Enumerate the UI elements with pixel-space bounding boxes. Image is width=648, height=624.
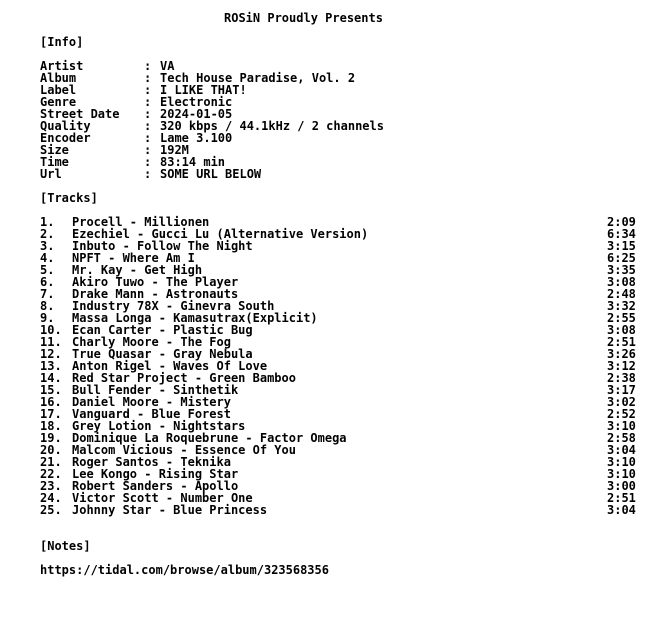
- track-duration: 3:10: [607, 455, 636, 469]
- track-number: 11.: [40, 335, 62, 349]
- track-duration: 3:15: [607, 239, 636, 253]
- info-value: 83:14 min: [160, 155, 226, 169]
- info-key: Quality: [40, 119, 91, 133]
- track-number: 17.: [40, 407, 62, 421]
- release-title: ROSiN Proudly Presents: [224, 11, 383, 25]
- track-duration: 2:55: [607, 311, 636, 325]
- track-duration: 2:51: [607, 335, 636, 349]
- track-title: Lee Kongo - Rising Star: [72, 467, 239, 481]
- track-number: 9.: [40, 311, 55, 325]
- track-duration: 2:58: [607, 431, 636, 445]
- track-number: 7.: [40, 287, 55, 301]
- track-duration: 3:17: [607, 383, 636, 397]
- track-duration: 6:25: [607, 251, 636, 265]
- info-separator: :: [144, 167, 152, 181]
- track-number: 18.: [40, 419, 62, 433]
- track-duration: 3:08: [607, 323, 636, 337]
- info-separator: :: [144, 119, 152, 133]
- track-duration: 3:08: [607, 275, 636, 289]
- info-separator: :: [144, 107, 152, 121]
- track-duration: 3:04: [607, 503, 636, 517]
- track-number: 24.: [40, 491, 62, 505]
- track-title: Massa Longa - Kamasutrax(Explicit): [72, 311, 318, 325]
- info-key: Street Date: [40, 107, 120, 121]
- info-key: Url: [40, 167, 62, 181]
- track-duration: 2:48: [607, 287, 636, 301]
- track-title: Inbuto - Follow The Night: [72, 239, 253, 253]
- info-key: Size: [40, 143, 69, 157]
- info-value: 2024-01-05: [160, 107, 233, 121]
- info-value: VA: [160, 59, 175, 73]
- track-duration: 2:09: [607, 215, 636, 229]
- track-title: Industry 78X - Ginevra South: [72, 299, 275, 313]
- info-key: Time: [40, 155, 69, 169]
- track-title: Red Star Project - Green Bamboo: [72, 371, 296, 385]
- track-title: Bull Fender - Sinthetik: [72, 383, 239, 397]
- track-title: Charly Moore - The Fog: [72, 335, 231, 349]
- track-duration: 3:04: [607, 443, 636, 457]
- info-key: Label: [40, 83, 77, 97]
- track-title: Johnny Star - Blue Princess: [72, 503, 268, 517]
- track-duration: 3:10: [607, 467, 636, 481]
- track-duration: 2:51: [607, 491, 636, 505]
- info-value: Electronic: [160, 95, 233, 109]
- track-duration: 6:34: [607, 227, 636, 241]
- track-title: Dominique La Roquebrune - Factor Omega: [72, 431, 347, 445]
- track-number: 2.: [40, 227, 55, 241]
- track-duration: 3:26: [607, 347, 636, 361]
- info-separator: :: [144, 59, 152, 73]
- info-separator: :: [144, 155, 152, 169]
- info-value: 192M: [160, 143, 189, 157]
- track-duration: 3:02: [607, 395, 636, 409]
- track-duration: 2:38: [607, 371, 636, 385]
- track-duration: 3:10: [607, 419, 636, 433]
- track-number: 10.: [40, 323, 62, 337]
- track-title: Ecan Carter - Plastic Bug: [72, 323, 253, 337]
- track-number: 22.: [40, 467, 62, 481]
- track-number: 6.: [40, 275, 55, 289]
- track-title: Mr. Kay - Get High: [72, 263, 203, 277]
- track-title: Daniel Moore - Mistery: [72, 395, 231, 409]
- info-separator: :: [144, 95, 152, 109]
- info-value: I LIKE THAT!: [160, 83, 247, 97]
- track-title: True Quasar - Gray Nebula: [72, 347, 253, 361]
- info-value: Tech House Paradise, Vol. 2: [160, 71, 356, 85]
- info-key: Encoder: [40, 131, 91, 145]
- info-separator: :: [144, 131, 152, 145]
- track-duration: 3:12: [607, 359, 636, 373]
- track-title: NPFT - Where Am I: [72, 251, 195, 265]
- info-separator: :: [144, 71, 152, 85]
- track-title: Roger Santos - Teknika: [72, 455, 231, 469]
- track-number: 21.: [40, 455, 62, 469]
- track-number: 19.: [40, 431, 62, 445]
- track-number: 3.: [40, 239, 55, 253]
- info-key: Album: [40, 71, 77, 85]
- track-title: Robert Sanders - Apollo: [72, 479, 239, 493]
- track-number: 13.: [40, 359, 62, 373]
- track-number: 1.: [40, 215, 55, 229]
- info-separator: :: [144, 83, 152, 97]
- track-title: Victor Scott - Number One: [72, 491, 253, 505]
- track-number: 15.: [40, 383, 62, 397]
- track-title: Vanguard - Blue Forest: [72, 407, 231, 421]
- track-title: Akiro Tuwo - The Player: [72, 275, 239, 289]
- track-number: 5.: [40, 263, 55, 277]
- track-number: 20.: [40, 443, 62, 457]
- track-title: Drake Mann - Astronauts: [72, 287, 239, 301]
- info-key: Genre: [40, 95, 77, 109]
- track-title: Procell - Millionen: [72, 215, 210, 229]
- track-number: 16.: [40, 395, 62, 409]
- track-duration: 2:52: [607, 407, 636, 421]
- track-duration: 3:35: [607, 263, 636, 277]
- info-value: 320 kbps / 44.1kHz / 2 channels: [160, 119, 384, 133]
- notes-section-label: [Notes]: [40, 539, 91, 553]
- info-value: Lame 3.100: [160, 131, 233, 145]
- track-number: 8.: [40, 299, 55, 313]
- track-title: Malcom Vicious - Essence Of You: [72, 443, 296, 457]
- track-title: Grey Lotion - Nightstars: [72, 419, 246, 433]
- track-duration: 3:00: [607, 479, 636, 493]
- track-duration: 3:32: [607, 299, 636, 313]
- track-title: Anton Rigel - Waves Of Love: [72, 359, 268, 373]
- info-value: SOME URL BELOW: [160, 167, 262, 181]
- info-key: Artist: [40, 59, 84, 73]
- notes-url: https://tidal.com/browse/album/323568356: [40, 563, 329, 577]
- track-number: 25.: [40, 503, 62, 517]
- tracks-section-label: [Tracks]: [40, 191, 98, 205]
- info-separator: :: [144, 143, 152, 157]
- track-number: 12.: [40, 347, 62, 361]
- track-number: 4.: [40, 251, 55, 265]
- info-section-label: [Info]: [40, 35, 84, 49]
- track-number: 23.: [40, 479, 62, 493]
- track-number: 14.: [40, 371, 62, 385]
- track-title: Ezechiel - Gucci Lu (Alternative Version): [72, 227, 369, 241]
